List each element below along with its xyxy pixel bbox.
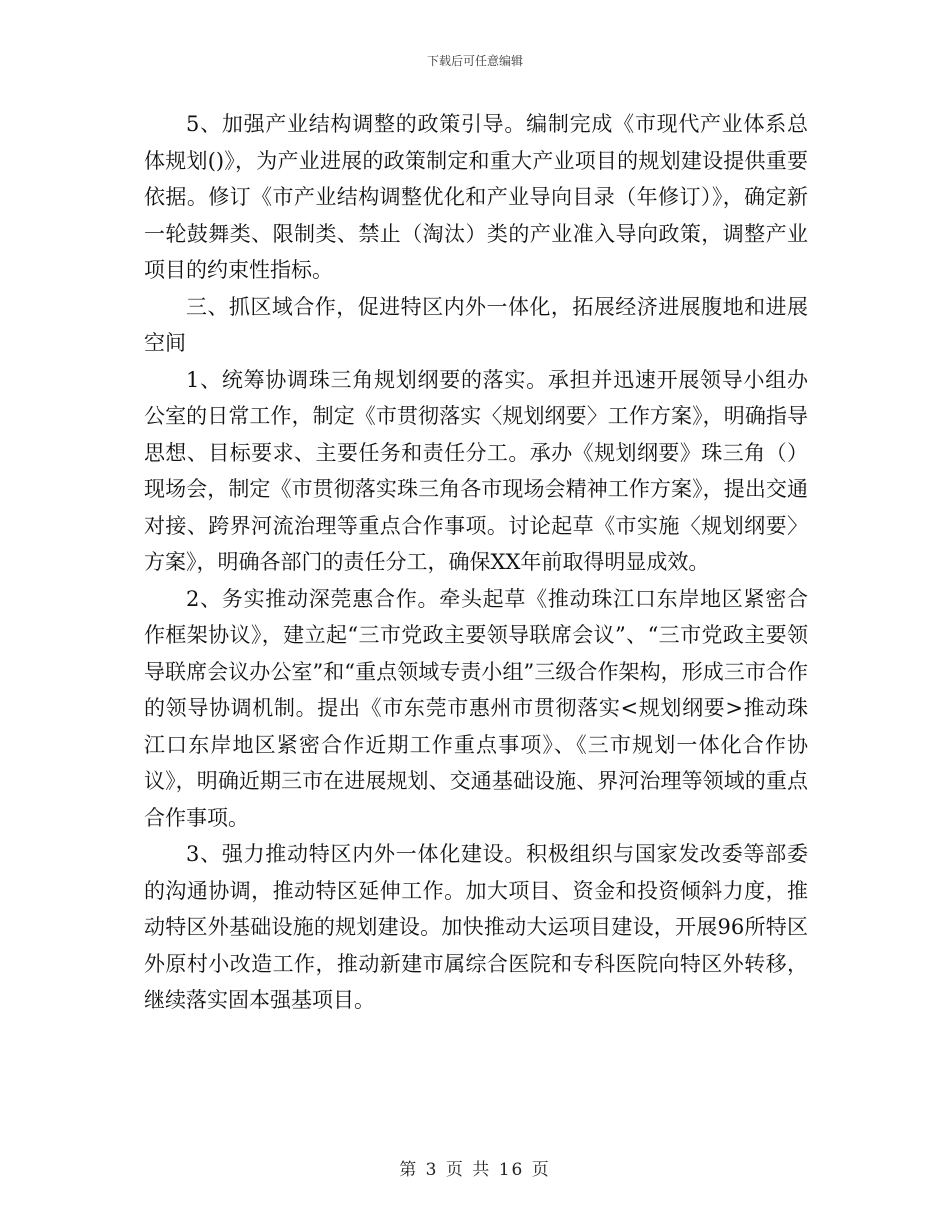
section-heading-regional-cooperation: 三、抓区域合作，促进特区内外一体化，拓展经济进展腹地和进展空间 <box>144 294 808 355</box>
paragraph-1-prd-plan: 1、统筹协调珠三角规划纲要的落实。承担并迅速开展领导小组办公室的日常工作，制定《市贯彻落实〈规划纲要〉工作方案》，明确指导思想、目标要求、主要任务和责任分工。承办《规划纲要》珠三角（）现场会，制定《市贯彻落实珠三角各市现场会精神工作方案》，提出交通对接、跨界河流治理等重点合作事项。讨论起草《市实施〈规划纲要〉方案》，明确各部门的责任分工，确保XX年前取得明显成效。 <box>144 367 808 574</box>
page-number: 第 3 页 共 16 页 <box>399 1160 551 1180</box>
paragraph-2-shenzhen-dongguan-huizhou: 2、务实推动深莞惠合作。牵头起草《推动珠江口东岸地区紧密合作框架协议》，建立起“三市党政主要领导联席会议”、“三市党政主要领导联席会议办公室”和“重点领域专责小组”三级合作架构，形成三市合作的领导协调机制。提出《市东莞市惠州市贯彻落实<规划纲要>推动珠江口东岸地区紧密合作近期工作重点事项》、《三市规划一体化合作协议》，明确近期三市在进展规划、交通基础设施、界河治理等领域的重点合作事项。 <box>144 586 808 830</box>
document-body <box>144 106 808 1019</box>
page-header: 下载后可任意编辑 <box>426 54 523 68</box>
paragraph-3-integration: 3、强力推动特区内外一体化建设。积极组织与国家发改委等部委的沟通协调，推动特区延伸工作。加大项目、资金和投资倾斜力度，推动特区外基础设施的规划建设。加快推动大运项目建设，开展96所特区外原村小改造工作，推动新建市属综合医院和专科医院向特区外转移，继续落实固本强基项目。 <box>144 842 808 1012</box>
paragraph-5-policy-guidance: 5、加强产业结构调整的政策引导。编制完成《市现代产业体系总体规划()》，为产业进展的政策制定和重大产业项目的规划建设提供重要依据。修订《市产业结构调整优化和产业导向目录（年修订）》，确定新一轮鼓舞类、限制类、禁止（淘汰）类的产业准入导向政策，调整产业项目的约束性指标。 <box>144 112 808 282</box>
